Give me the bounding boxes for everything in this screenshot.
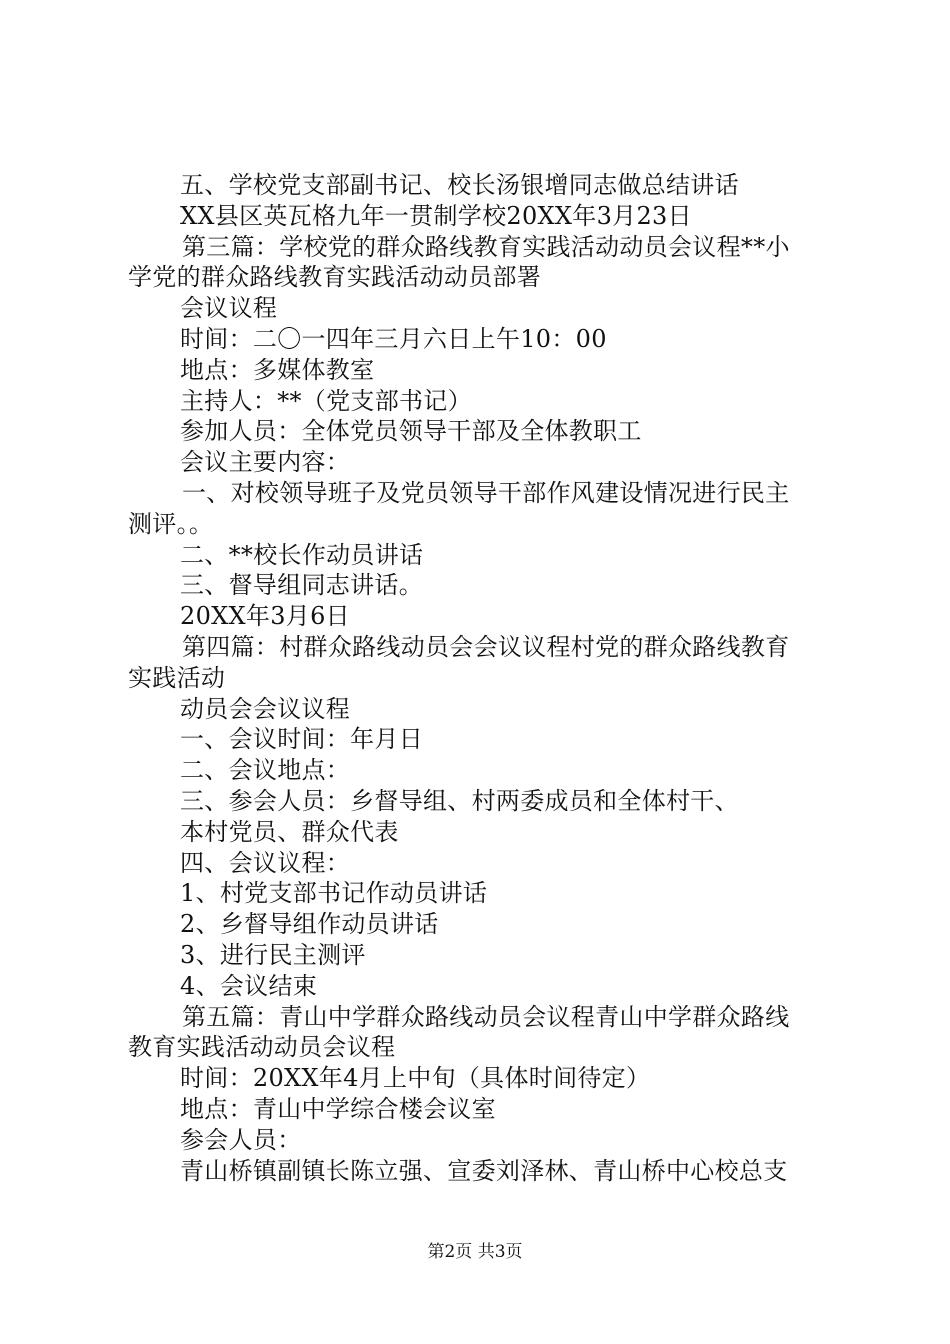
page-number-footer: 第2页 共3页 <box>427 1242 523 1262</box>
section-heading-continuation: 学党的群众路线教育实践活动动员部署 <box>128 263 542 292</box>
text-line: 时间：20XX年4月上中旬（具体时间待定） <box>180 1064 651 1093</box>
text-line: 三、督导组同志讲话。 <box>180 571 423 600</box>
text-line: XX县区英瓦格九年一贯制学校20XX年3月23日 <box>180 201 692 230</box>
text-line: 时间：二〇一四年三月六日上午10：00 <box>180 324 607 353</box>
text-line: 会议主要内容： <box>180 448 351 477</box>
text-line: 动员会会议议程 <box>180 694 351 723</box>
text-line: 三、参会人员：乡督导组、村两委成员和全体村干、 <box>180 786 739 815</box>
section-heading: 第三篇：学校党的群众路线教育实践活动动员会议程**小 <box>182 232 790 261</box>
text-line: 参会人员： <box>180 1125 302 1154</box>
text-line: 青山桥镇副镇长陈立强、宣委刘泽林、青山桥中心校总支 <box>180 1156 788 1185</box>
text-line: 主持人：**（党支部书记） <box>180 386 472 415</box>
text-line: 3、进行民主测评 <box>180 940 366 969</box>
text-line: 会议议程 <box>180 294 278 323</box>
text-line: 地点：多媒体教室 <box>180 355 375 384</box>
text-line: 四、会议议程： <box>180 848 351 877</box>
text-line: 一、会议时间：年月日 <box>180 725 423 754</box>
text-line-continuation: 测评。。 <box>128 509 214 538</box>
text-line: 二、**校长作动员讲话 <box>180 540 424 569</box>
section-heading: 第五篇：青山中学群众路线动员会议程青山中学群众路线 <box>182 1002 790 1031</box>
section-heading-continuation: 实践活动 <box>128 663 226 692</box>
text-line: 2、乡督导组作动员讲话 <box>180 910 439 939</box>
text-line: 五、学校党支部副书记、校长汤银增同志做总结讲话 <box>180 171 739 199</box>
section-heading-continuation: 教育实践活动动员会议程 <box>128 1033 396 1062</box>
text-line: 1、村党支部书记作动员讲话 <box>180 879 488 908</box>
text-line: 20XX年3月6日 <box>180 602 350 631</box>
text-line: 4、会议结束 <box>180 971 318 1000</box>
text-line: 参加人员：全体党员领导干部及全体教职工 <box>180 417 642 446</box>
section-heading: 第四篇：村群众路线动员会会议议程村党的群众路线教育 <box>182 632 790 661</box>
text-line: 二、会议地点： <box>180 756 351 785</box>
text-line: 地点：青山中学综合楼会议室 <box>180 1094 496 1123</box>
document-body <box>128 170 838 1186</box>
text-line: 一、对校领导班子及党员领导干部作风建设情况进行民主 <box>182 478 790 507</box>
text-line: 本村党员、群众代表 <box>180 817 399 846</box>
